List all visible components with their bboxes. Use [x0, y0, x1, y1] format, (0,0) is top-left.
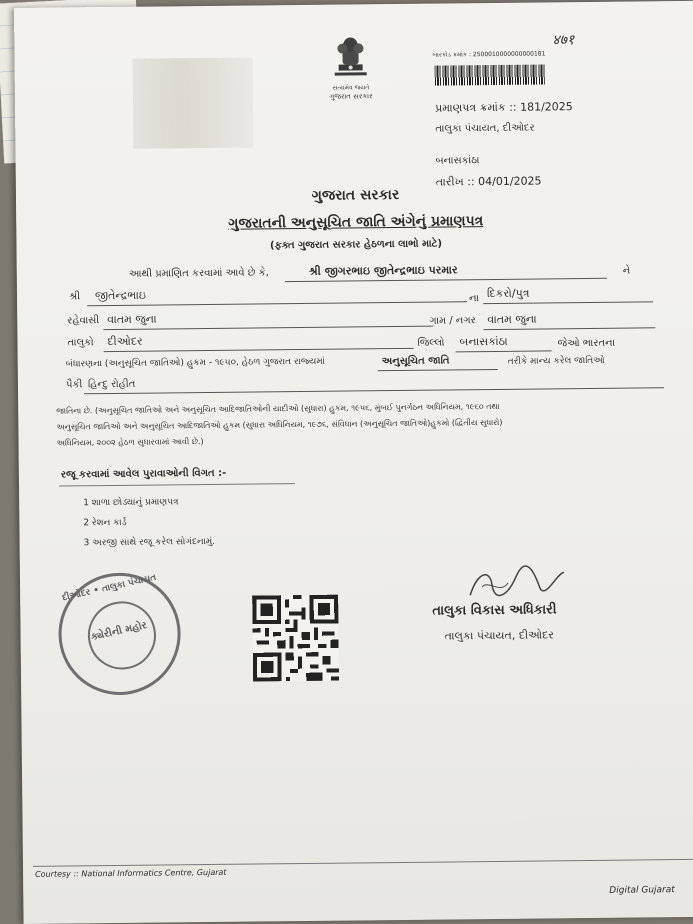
legal-paragraph-line-1: જાતિના છે. (અનુસૂચિત જાતિઓ અને અનુસૂચિત આદિજાતિઓની યાદીઓ (સુધારા) હુકમ, ૧૯૫૬, મુંબઈ પુનર્ગઠન અધિનિયમ, ૧૯૬૦ તથા [56, 401, 500, 416]
document-item: 2 રેશન કાર્ડ [83, 517, 127, 529]
documents-heading-rule [59, 483, 295, 486]
document-item: 3 અરજી સાથે રજૂ કરેલ સોગંદનામું. [83, 536, 216, 549]
emblem-caption-gov: ગુજરાત સરકાર [329, 92, 373, 101]
faded-photo [133, 58, 254, 149]
caste-value: હિન્દુ રોહીત [87, 378, 136, 391]
village-value: વાતમ જુના [487, 312, 537, 327]
order-text: બંધારણના (અનુસૂચિત જાતિઓ) હુકમ - ૧૯૫૦, હેઠળ ગુજરાત રાજ્યમાં [65, 356, 325, 370]
date-value: 04/01/2025 [478, 174, 542, 189]
certificate-number-row: પ્રમાણપત્ર ક્રમાંક :: 181/2025 [435, 100, 573, 115]
relation-line [483, 301, 653, 304]
document-item: 1 શાળા છોડ્યાનું પ્રમાણપત્ર [83, 497, 179, 509]
district-line [456, 350, 552, 352]
signature-scribble [460, 564, 570, 605]
qr-code [252, 595, 339, 682]
handwritten-number: ४७१ [552, 32, 575, 49]
seal-center-text: ક્યેરીની મહોર [90, 619, 148, 644]
date-row: તારીખ :: 04/01/2025 [435, 174, 542, 189]
seal-outer-text: દીઓદર • તાલુકા પંચાયત [61, 572, 158, 604]
nation-text: જેઓ ભારતના [557, 337, 616, 350]
caste-line [84, 387, 664, 394]
intro-text: આથી પ્રમાણિત કરવામાં આવે છે કે, [128, 267, 269, 280]
district-label: જિલ્લો [417, 337, 445, 349]
header-office: તાલુકા પંચાયત, દીઓદર [435, 122, 535, 135]
header-district: બનાસકાંઠા [435, 155, 480, 167]
certificate-subtitle: (ફક્ત ગુજરાત સરકાર હેઠળના લાભો માટે) [269, 238, 443, 252]
taluka-value: દીઓદર [107, 334, 143, 349]
village-line [483, 327, 655, 330]
certificate-title: ગુજરાતની અનુસૂચિત જાતિ અંગેનું પ્રમાણપત્ર [228, 213, 484, 232]
taluka-label: તાલુકો [67, 337, 94, 349]
category-line [378, 369, 498, 371]
barcode-label: બારકોડ ક્રમાંક : 2500010000000000181 [432, 50, 546, 59]
village-label: ગામ / નગર [429, 315, 476, 327]
na-label: ના [469, 293, 480, 305]
recognized-text: તરીકે માન્ય કરેલ જાતિઓ [507, 355, 605, 367]
signatory-designation: તાલુકા વિકાસ અધિકારી [432, 602, 557, 619]
shri-label: શ્રી [68, 291, 81, 303]
certificate-number-label: પ્રમાણપત્ર ક્રમાંક [435, 100, 506, 115]
documents-heading: રજૂ કરવામાં આવેલ પુરાવાઓની વિગત :- [60, 467, 227, 481]
father-name: જીતેન્દ્રભાઇ [94, 288, 147, 303]
emblem-caption: સત્યમેવ જયતે [332, 84, 370, 92]
ashoka-emblem-icon [330, 34, 370, 80]
legal-paragraph [56, 397, 676, 451]
barcode [435, 64, 545, 85]
legal-paragraph-line-3: અધિનિયમ, ૨૦૦૨ હેઠળ સુધારવામાં આવી છે.) [56, 437, 204, 448]
legal-paragraph-line-2: અનુસૂચિત જાતિઓ અને અનુસૂચિત આદિજાતિઓ હુકમ (સુધારા અધિનિયમ, ૧૯૭૬, સંવિધાન (અનુસૂચિત જાતિઓ)હુકમો (દ્વિતીય સુધારો) [56, 417, 503, 432]
date-label: તારીખ [435, 175, 464, 189]
relation-value: દિકરો/પુત્ર [486, 286, 530, 301]
taluka-line [104, 348, 414, 352]
caste-label: પૈકી [65, 379, 83, 391]
footer-rule [33, 859, 693, 867]
footer-courtesy: Courtesy :: National Informatics Centre, Gujarat [35, 867, 227, 879]
holder-name: શ્રી જીગરભાઇ જીતેન્દ્રભાઇ પરમાર [308, 263, 458, 278]
footer-digital: Digital Gujarat [609, 885, 675, 896]
state-emblem [314, 34, 387, 101]
signatory-office: તાલુકા પંચાયત, દીઓદર [444, 628, 554, 643]
documents-list [83, 492, 215, 553]
government-title: ગુજરાત સરકાર [311, 186, 400, 204]
holder-suffix: ને [622, 265, 631, 277]
certificate-sheet [14, 1, 693, 924]
category-value: અનુસૂચિત જાતિ [381, 355, 450, 368]
district-value: બનાસકાંઠા [459, 334, 508, 349]
office-seal [47, 561, 193, 707]
certificate-number-value: 181/2025 [519, 100, 573, 114]
resident-value: વાતમ જુના [107, 312, 157, 327]
resident-label: રહેવાસી [67, 315, 100, 327]
